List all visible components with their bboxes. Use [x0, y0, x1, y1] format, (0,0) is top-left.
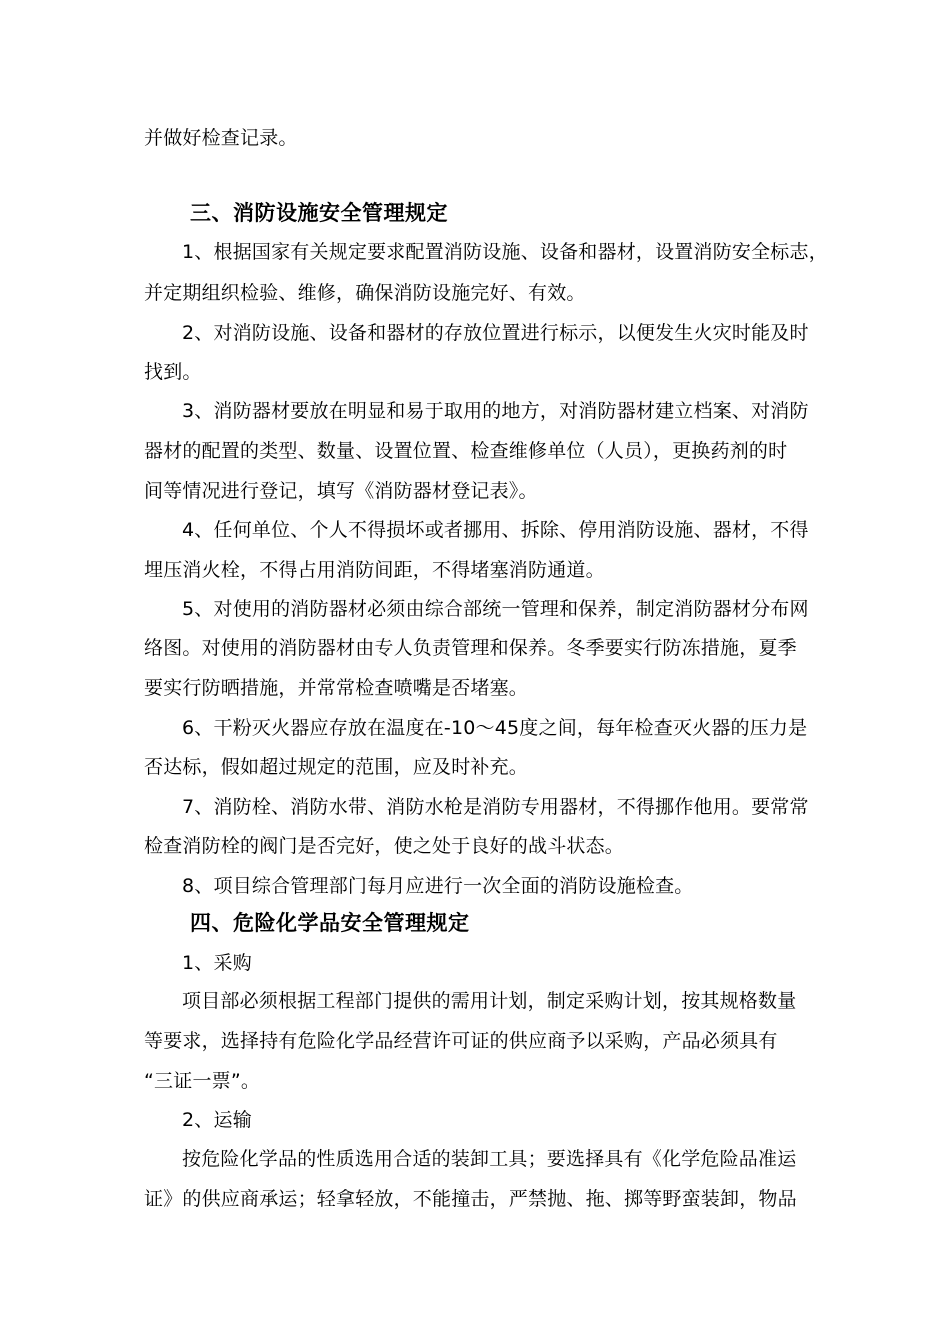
- section-3-line: 并定期组织检验、维修，确保消防设施完好、有效。: [144, 282, 586, 304]
- section-3-line: 络图。对使用的消防器材由专人负责管理和保养。冬季要实行防冻措施，夏季: [144, 637, 797, 659]
- section-3-line: 8、项目综合管理部门每月应进行一次全面的消防设施检查。: [182, 875, 694, 897]
- section-3-line: 埋压消火栓，不得占用消防间距，不得堵塞消防通道。: [144, 559, 605, 581]
- intro-tail-line: 并做好检查记录。: [144, 127, 298, 149]
- section-3-line: 4、任何单位、个人不得损坏或者挪用、拆除、停用消防设施、器材，不得: [182, 519, 809, 541]
- section-3-line: 否达标，假如超过规定的范围，应及时补充。: [144, 756, 529, 778]
- section-4-line: 1、采购: [182, 952, 252, 974]
- section-4-line: 证》的供应商承运；轻拿轻放，不能撞击，严禁抛、拖、掷等野蛮装卸，物品: [144, 1188, 797, 1210]
- section-3-line: 1、根据国家有关规定要求配置消防设施、设备和器材，设置消防安全标志，: [182, 241, 828, 263]
- section-3-line: 间等情况进行登记，填写《消防器材登记表》。: [144, 480, 538, 502]
- section-3-line: 找到。: [144, 361, 202, 383]
- section-3-line: 5、对使用的消防器材必须由综合部统一管理和保养，制定消防器材分布网: [182, 598, 809, 620]
- section-4-line: “三证一票”。: [144, 1070, 261, 1092]
- section-3-line: 检查消防栓的阀门是否完好，使之处于良好的战斗状态。: [144, 835, 625, 857]
- section-3-line: 要实行防晒措施，并常常检查喷嘴是否堵塞。: [144, 677, 529, 699]
- section-4-heading: 四、危险化学品安全管理规定: [190, 911, 470, 935]
- section-3-line: 6、干粉灭火器应存放在温度在-10～45度之间，每年检查灭火器的压力是: [182, 717, 808, 739]
- section-4-line: 项目部必须根据工程部门提供的需用计划，制定采购计划，按其规格数量: [182, 990, 797, 1012]
- section-4-line: 2、运输: [182, 1109, 252, 1131]
- section-3-line: 3、消防器材要放在明显和易于取用的地方，对消防器材建立档案、对消防: [182, 400, 809, 422]
- section-4-line: 按危险化学品的性质选用合适的装卸工具；要选择具有《化学危险品准运: [182, 1148, 797, 1170]
- section-3-line: 器材的配置的类型、数量、设置位置、检查维修单位（人员），更换药剂的时: [144, 440, 788, 462]
- section-3-heading: 三、消防设施安全管理规定: [190, 201, 448, 225]
- section-3-line: 7、消防栓、消防水带、消防水枪是消防专用器材，不得挪作他用。要常常: [182, 796, 809, 818]
- section-4-line: 等要求，选择持有危险化学品经营许可证的供应商予以采购，产品必须具有: [144, 1030, 778, 1052]
- section-3-line: 2、对消防设施、设备和器材的存放位置进行标示，以便发生火灾时能及时: [182, 322, 809, 344]
